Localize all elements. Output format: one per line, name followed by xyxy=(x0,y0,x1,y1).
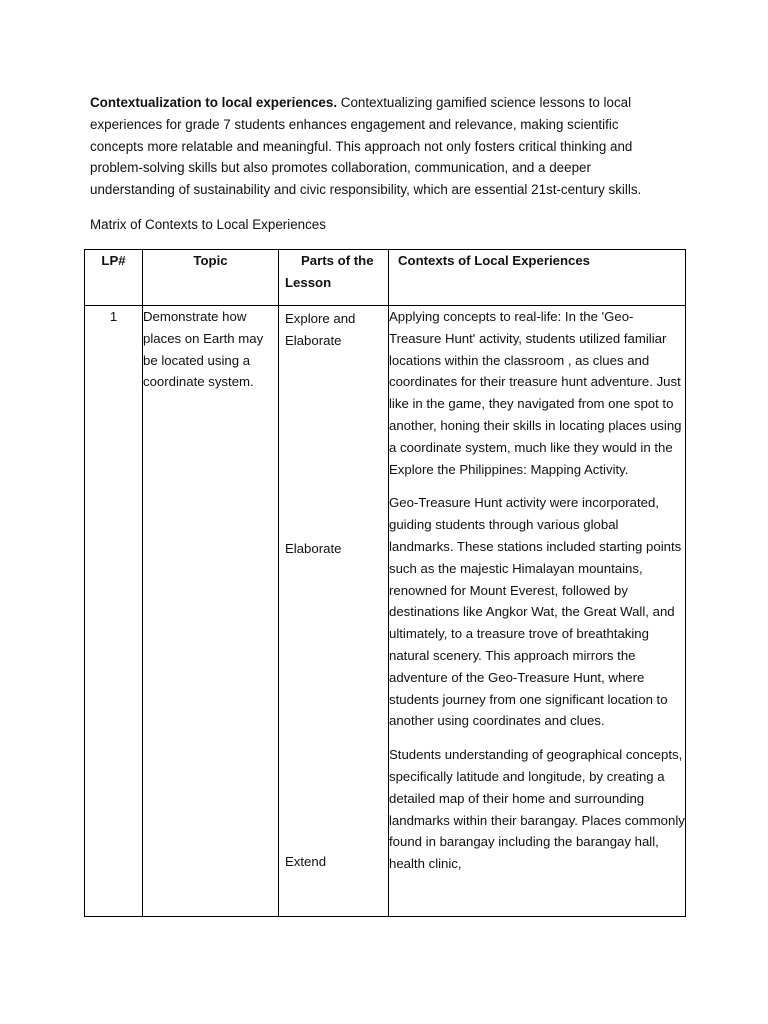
table-caption: Matrix of Contexts to Local Experiences xyxy=(90,217,326,232)
cell-lp-number: 1 xyxy=(85,306,143,917)
context-paragraph-2: Geo-Treasure Hunt activity were incorporated, guiding students through various global landmarks. These stations included starting points such as the majestic Himalayan mountains, renowned for Mount Everest, followed by destinations like Angkor Wat, the Great Wall, and ultimately, to a treasure trove of breathtaking natural scenery. This approach mirrors the adventure of the Geo-Treasure Hunt, where students journey from one significant location to another using coordinates and clues. xyxy=(389,495,682,729)
intro-paragraph xyxy=(90,92,670,201)
table-header-row xyxy=(85,250,686,306)
cell-topic: Demonstrate how places on Earth may be located using a coordinate system. xyxy=(143,306,279,917)
header-topic: Topic xyxy=(143,250,279,306)
intro-text: Contextualizing gamified science lessons to local experiences for grade 7 students enhances engagement and relevance, making scientific concepts more relatable and meaningful. This approach not only fosters critical thinking and problem-solving skills but also promotes collaboration, communication, and a deeper understanding of sustainability and civic responsibility, which are essential 21st-century skills. xyxy=(90,95,642,198)
intro-heading: Contextualization to local experiences. xyxy=(90,95,338,110)
part-elaborate: Elaborate xyxy=(285,541,342,556)
part-explore-elaborate: Explore and Elaborate xyxy=(285,311,356,348)
cell-parts xyxy=(279,306,389,917)
header-parts: Parts of the Lesson xyxy=(279,250,389,306)
part-extend: Extend xyxy=(285,854,327,869)
context-paragraph-3: Students understanding of geographical concepts, specifically latitude and longitude, by creating a detailed map of their home and surrounding landmarks within their barangay. Places commonly found in barangay including the barangay hall, health clinic, xyxy=(389,747,685,872)
context-paragraph-1: Applying concepts to real-life: In the 'Geo-Treasure Hunt' activity, students utilized familiar locations within the classroom , as clues and coordinates for their treasure hunt adventure. Just like in the game, they navigated from one spot to another, honing their skills in locating places using a coordinate system, much like they would in the Explore the Philippines: Mapping Activity. xyxy=(389,309,682,477)
table-row xyxy=(85,306,686,917)
header-lp: LP# xyxy=(85,250,143,306)
contexts-matrix-table xyxy=(84,249,686,917)
header-contexts: Contexts of Local Experiences xyxy=(389,250,686,306)
cell-contexts xyxy=(389,306,686,917)
